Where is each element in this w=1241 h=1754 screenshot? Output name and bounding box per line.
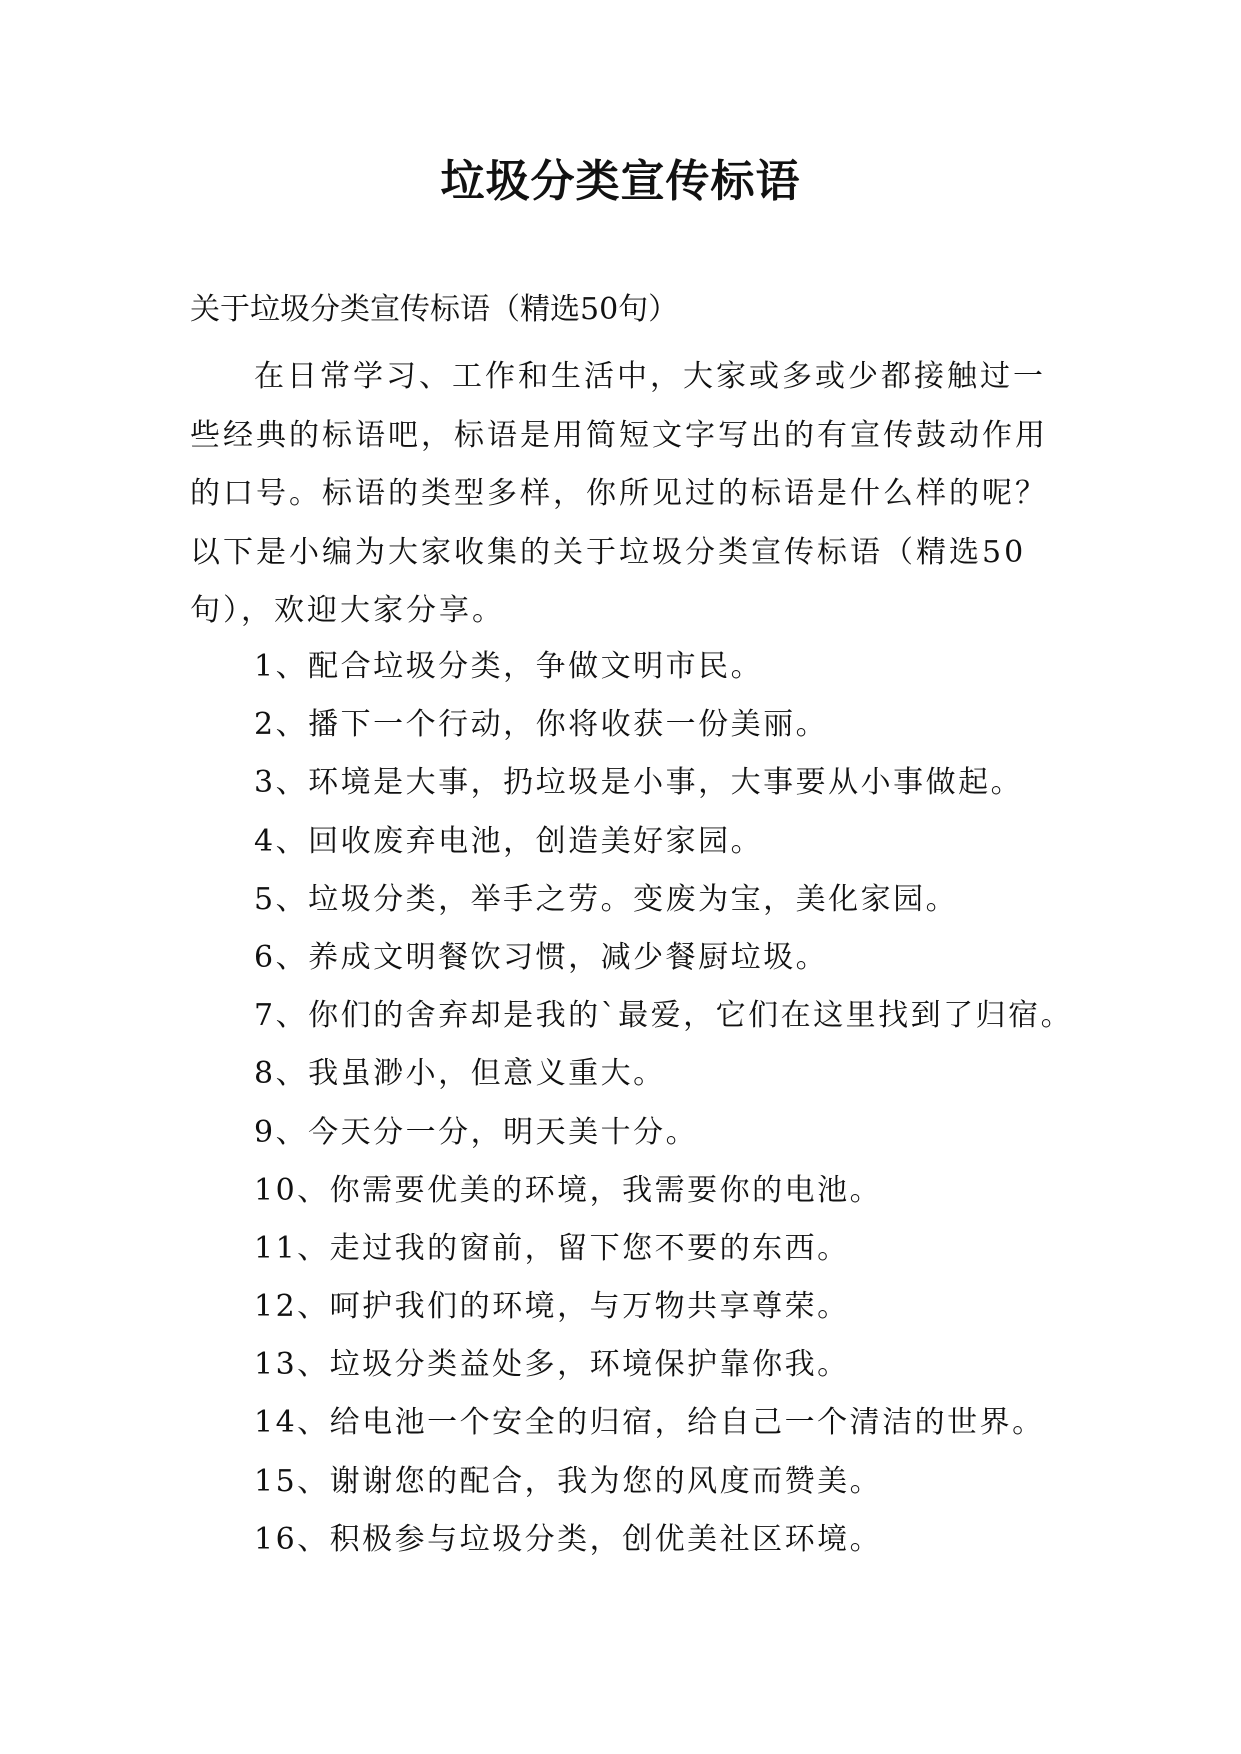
- slogan-item: 16、积极参与垃圾分类，创优美社区环境。: [254, 1521, 883, 1557]
- slogan-item: 13、垃圾分类益处多，环境保护靠你我。: [254, 1347, 850, 1383]
- slogan-item: 2、播下一个行动，你将收获一份美丽。: [254, 707, 829, 743]
- slogan-item: 12、呵护我们的环境，与万物共享尊荣。: [254, 1289, 850, 1325]
- slogan-item: 5、垃圾分类，举手之劳。变废为宝，美化家园。: [254, 881, 959, 917]
- slogan-item: 9、今天分一分，明天美十分。: [254, 1114, 699, 1150]
- intro-paragraph: 在日常学习、工作和生活中，大家或多或少都接触过一些经典的标语吧，标语是用简短文字写出的有宣传鼓动作用的口号。标语的类型多样，你所见过的标语是什么样的呢？以下是小编为大家收集的关于垃圾分类宣传标语（精选50句），欢迎大家分享。: [190, 359, 1048, 628]
- slogan-item: 8、我虽渺小，但意义重大。: [254, 1056, 666, 1092]
- slogan-item: 15、谢谢您的配合，我为您的风度而赞美。: [254, 1463, 883, 1499]
- slogan-item: 14、给电池一个安全的归宿，给自己一个清洁的世界。: [254, 1405, 1045, 1441]
- slogan-list: [254, 638, 1073, 1569]
- document-subtitle: 关于垃圾分类宣传标语（精选50句）: [190, 292, 679, 327]
- slogan-item: 7、你们的舍弃却是我的`最爱，它们在这里找到了归宿。: [254, 998, 1074, 1034]
- slogan-item: 6、养成文明餐饮习惯，减少餐厨垃圾。: [254, 939, 829, 975]
- slogan-item: 4、回收废弃电池，创造美好家园。: [254, 823, 764, 859]
- slogan-item: 10、你需要优美的环境，我需要你的电池。: [254, 1172, 883, 1208]
- slogan-item: 3、环境是大事，扔垃圾是小事，大事要从小事做起。: [254, 765, 1024, 801]
- slogan-item: 11、走过我的窗前，留下您不要的东西。: [254, 1230, 850, 1266]
- document-title: 垃圾分类宣传标语: [440, 156, 801, 207]
- slogan-item: 1、配合垃圾分类，争做文明市民。: [254, 649, 764, 684]
